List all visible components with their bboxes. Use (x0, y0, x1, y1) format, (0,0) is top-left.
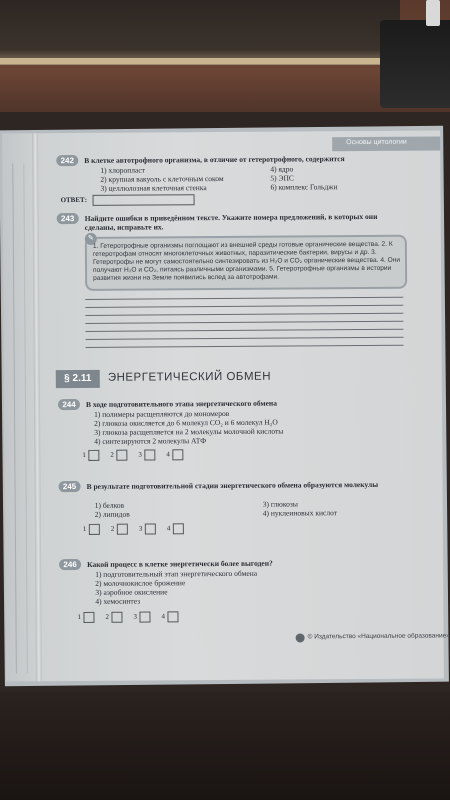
option: 1) подготовительный этап энергетического обмена (95, 568, 258, 579)
answer-number: 2 (105, 612, 109, 621)
running-title: Основы цитологии (346, 138, 407, 147)
publisher-logo-icon (296, 633, 305, 642)
answer-number: 4 (166, 524, 171, 533)
answer-number: 2 (110, 524, 115, 533)
question-text: Найдите ошибки в приведённом тексте. Укажите номера предложений, в которых они сделаны, исправьте их. (84, 211, 378, 232)
answer-box-4[interactable] (172, 449, 183, 460)
monitor-stand (380, 20, 450, 108)
option: 4) хемосинтез (95, 596, 141, 606)
answer-box-3[interactable] (139, 612, 150, 623)
answer-number: 3 (133, 612, 137, 621)
question-text: В результате подготовительной стадии энергетического обмена образуются молекулы (86, 479, 379, 491)
option: 3) аэробное окисление (95, 587, 168, 597)
question-text: Какой процесс в клетке энергетически более выгоден? (87, 558, 273, 569)
question-number: 243 (57, 213, 79, 224)
section-number: § 2.11 (56, 370, 100, 388)
option: 2) крупная вакуоль с клеточным соком (100, 173, 224, 184)
answer-line[interactable] (85, 305, 403, 308)
question-number: 244 (58, 399, 80, 410)
option: 1) полимеры расщепляются до мономеров (94, 408, 230, 419)
answer-label: ОТВЕТ: (60, 195, 88, 205)
answer-number: 3 (138, 524, 143, 533)
monitor-base (0, 0, 400, 65)
section-title: ЭНЕРГЕТИЧЕСКИЙ ОБМЕН (107, 370, 272, 384)
option: 4) синтезируются 2 молекулы АТФ (94, 436, 207, 446)
desk-bottom (0, 680, 450, 800)
question-number: 246 (59, 559, 81, 570)
answer-line[interactable] (85, 321, 403, 324)
answer-number: 1 (82, 450, 86, 459)
answer-box-3[interactable] (144, 449, 155, 460)
option: 2) молочнокислое брожение (95, 578, 186, 588)
option: 4) нуклеиновых кислот (262, 508, 338, 518)
answer-line[interactable] (85, 313, 403, 316)
option: 6) комплекс Гольджи (270, 182, 338, 192)
answer-box-4[interactable] (167, 611, 178, 622)
pencil-icon: ✎ (85, 233, 97, 245)
question-text: В клетке автотрофного организма, в отличие от гетеротрофного, содержится (84, 154, 345, 165)
option: 1) хлоропласт (100, 165, 145, 175)
answer-number: 1 (82, 524, 87, 533)
answer-number: 2 (110, 450, 114, 459)
question-number: 245 (59, 481, 81, 492)
question-number: 242 (56, 155, 78, 166)
answer-box-2[interactable] (111, 612, 122, 623)
page-spine (32, 133, 42, 681)
question-text: В ходе подготовительного этапа энергетического обмена (85, 398, 278, 409)
usb-cable (426, 0, 440, 26)
answer-line[interactable] (86, 337, 404, 340)
answer-box-2[interactable] (116, 450, 127, 461)
answer-box-2[interactable] (117, 524, 128, 535)
box-edge (0, 58, 380, 64)
answer-box-1[interactable] (83, 612, 94, 623)
answer-line[interactable] (86, 345, 404, 348)
answer-field[interactable] (93, 194, 195, 206)
answer-box-1[interactable] (88, 450, 99, 461)
answer-number: 4 (161, 612, 165, 621)
option: 5) ЭПС (270, 173, 294, 183)
option: 2) глюкоза окисляется до 6 молекул CO₂ и 6 молекул H₂O (94, 417, 278, 428)
option: 3) глюкозы (262, 499, 298, 509)
answer-number: 1 (77, 612, 81, 622)
option: 2) липидов (94, 509, 130, 519)
answer-box-1[interactable] (89, 524, 100, 535)
option: 4) ядро (270, 164, 294, 174)
answer-box-4[interactable] (173, 523, 184, 534)
answer-number: 4 (166, 450, 170, 459)
answer-line[interactable] (85, 297, 403, 300)
page-edge (12, 163, 28, 673)
option: 1) белков (94, 500, 125, 510)
error-text: 1. Гетеротрофные организмы поглощают из внешней среды готовые органические вещества. 2. К гетеротрофам относят многоклеточных животных, паразитические бактерии, вирусы и др. 3. Гетеротрофы не могут самостоятельно синтезировать из H₂O и CO₂ органические вещества. 4. Они получают H₂O и CO₂, питаясь различными организмами. 5. Гетеротрофные организмы в истории развития жизни на Земле появились вслед за автотрофами. (92, 240, 401, 282)
option: 3) глюкоза расщепляется на 2 молекулы молочной кислоты (94, 426, 284, 437)
option: 3) целлюлозная клеточная стенка (100, 183, 207, 193)
publisher-credit: © Издательство «Национальное образование» (307, 632, 450, 641)
answer-number: 3 (138, 450, 142, 459)
error-text-box (85, 235, 407, 291)
answer-box-3[interactable] (145, 523, 156, 534)
workbook-page (2, 130, 450, 681)
answer-line[interactable] (85, 329, 403, 332)
